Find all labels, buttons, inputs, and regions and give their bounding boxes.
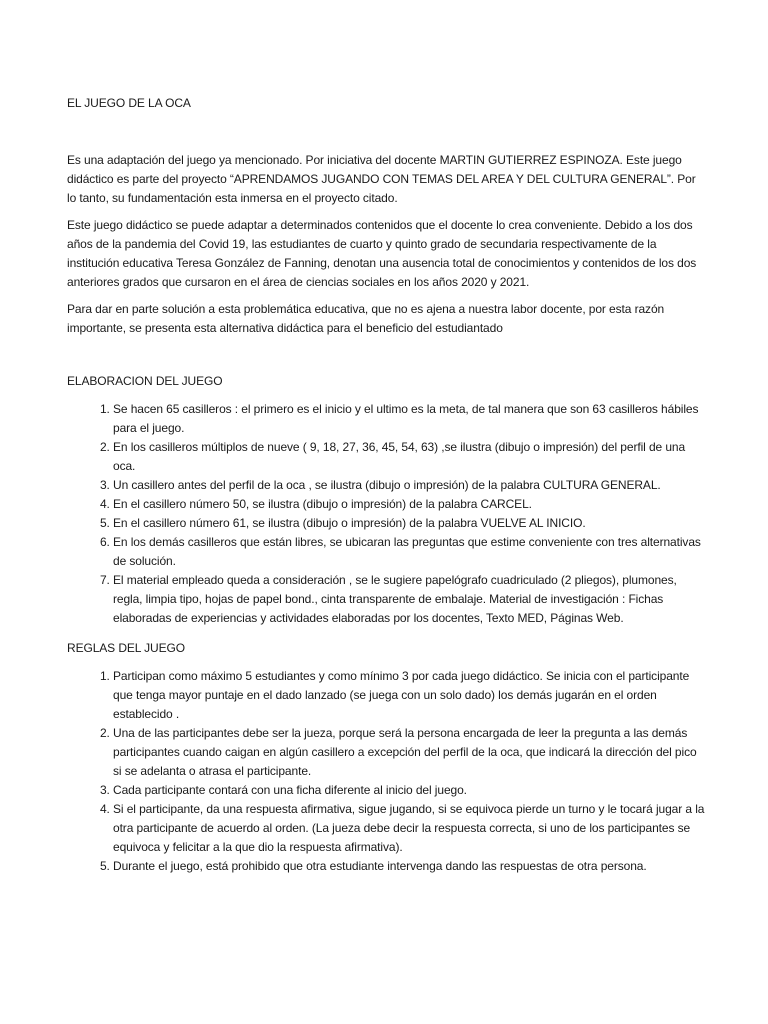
list-item: 2. En los casilleros múltiplos de nueve ( 9, 18, 27, 36, 45, 54, 63) ,se ilustra (dibujo o impresión) del perfil de una oca. — [113, 438, 707, 476]
list-item: 5. Durante el juego, está prohibido que otra estudiante intervenga dando las respuestas de otra persona. — [113, 857, 707, 876]
list-item: 1. Participan como máximo 5 estudiantes y como mínimo 3 por cada juego didáctico. Se inicia con el participante que tenga mayor puntaje en el dado lanzado (se juega con un solo dado) los demás jugarán en el orden establecido . — [113, 667, 707, 724]
elaboration-heading: ELABORACION DEL JUEGO — [67, 374, 223, 388]
list-item: 2. Una de las participantes debe ser la jueza, porque será la persona encargada de leer la pregunta a las demás participantes cuando caigan en algún casillero a excepción del perfil de la oca, que indicará la dirección del pico si se adelanta o atrasa el participante. — [113, 724, 707, 781]
intro-paragraph: Es una adaptación del juego ya mencionado. Por iniciativa del docente MARTIN GUTIERREZ ESPINOZA. Este juego didáctico es parte del proyecto “APRENDAMOS JUGANDO CON TEMAS DEL AREA Y DEL CULTURA GENERAL”. Por lo tanto, su fundamentación esta inmersa en el proyecto citado. — [67, 153, 696, 205]
rules-list — [67, 667, 707, 876]
document-content — [67, 94, 707, 887]
list-item: 5. En el casillero número 61, se ilustra (dibujo o impresión) de la palabra VUELVE AL INICIO. — [113, 514, 707, 533]
context-paragraph: Este juego didáctico se puede adaptar a determinados contenidos que el docente lo crea conveniente. Debido a los dos años de la pandemia del Covid 19, las estudiantes de cuarto y quinto grado de secundaria respectivamente de la institución educativa Teresa González de Fanning, denotan una ausencia total de conocimientos y contenidos de los dos anteriores grados que cursaron en el área de ciencias sociales en los años 2020 y 2021. — [67, 218, 697, 289]
list-item: 4. En el casillero número 50, se ilustra (dibujo o impresión) de la palabra CARCEL. — [113, 495, 707, 514]
list-item: 4. Si el participante, da una respuesta afirmativa, sigue jugando, si se equivoca pierde un turno y le tocará jugar a la otra participante de acuerdo al orden. (La jueza debe decir la respuesta correcta, si uno de los participantes se equivoca y felicitar a la que dio la respuesta afirmativa). — [113, 800, 707, 857]
elaboration-list — [67, 400, 707, 628]
list-item: 6. En los demás casilleros que están libres, se ubicaran las preguntas que estime conveniente con tres alternativas de solución. — [113, 533, 707, 571]
list-item: 3. Cada participante contará con una ficha diferente al inicio del juego. — [113, 781, 707, 800]
list-item: 1. Se hacen 65 casilleros : el primero es el inicio y el ultimo es la meta, de tal manera que son 63 casilleros hábiles para el juego. — [113, 400, 707, 438]
list-item: 7. El material empleado queda a consideración , se le sugiere papelógrafo cuadriculado (2 pliegos), plumones, regla, limpia tipo, hojas de papel bond., cinta transparente de embalaje. Material de investigación : Fichas elaboradas de experiencias y actividades elaboradas por los docentes, Texto MED, Páginas Web. — [113, 571, 707, 628]
purpose-paragraph: Para dar en parte solución a esta problemática educativa, que no es ajena a nuestra labor docente, por esta razón importante, se presenta esta alternativa didáctica para el beneficio del estudiantado — [67, 302, 665, 335]
document-title: EL JUEGO DE LA OCA — [67, 96, 191, 110]
rules-heading: REGLAS DEL JUEGO — [67, 641, 185, 655]
list-item: 3. Un casillero antes del perfil de la oca , se ilustra (dibujo o impresión) de la palabra CULTURA GENERAL. — [113, 476, 707, 495]
